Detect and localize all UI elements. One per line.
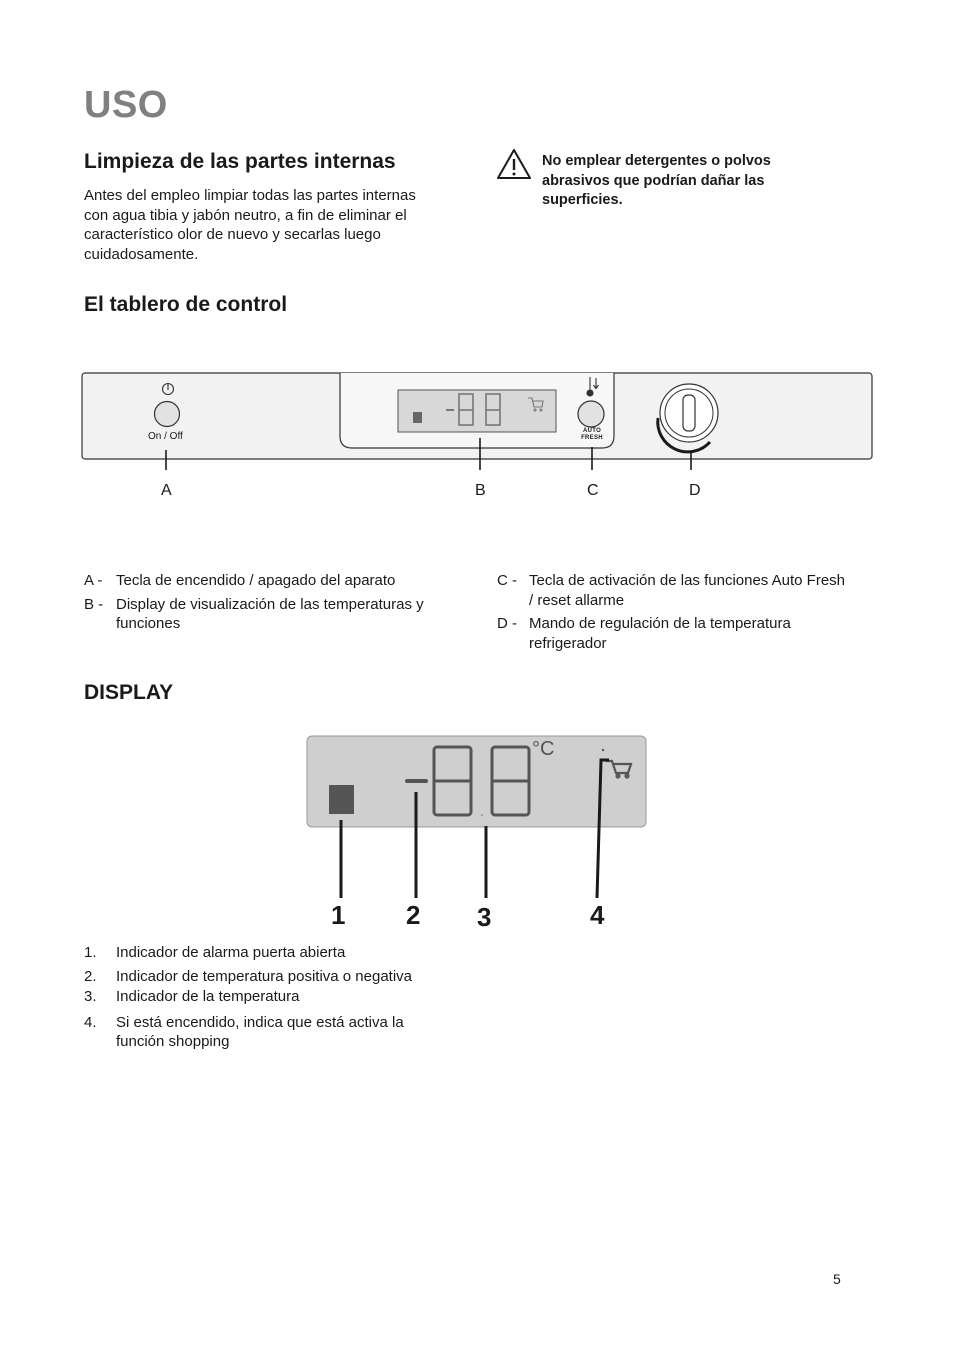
list-item-key: 2.	[84, 967, 97, 985]
list-item-text: Tecla de activación de las funciones Auto Fresh	[529, 572, 846, 589]
list-item-key: B -	[84, 595, 104, 613]
list-item-key: 3.	[84, 988, 97, 1005]
list-item-text: Indicador de la temperatura	[116, 988, 300, 1005]
callout-letter-b: B	[475, 482, 486, 499]
list-item-text: función shopping	[116, 1033, 230, 1050]
list-item-text: Indicador de alarma puerta abierta	[116, 944, 346, 961]
page-title: USO	[84, 84, 168, 126]
control-panel-heading: El tablero de control	[84, 293, 288, 316]
list-item	[84, 987, 464, 1007]
auto-fresh-label-line: FRESH	[581, 435, 603, 441]
list-item-text: funciones	[116, 615, 181, 632]
small-display	[398, 390, 556, 432]
auto-fresh-button	[578, 401, 604, 427]
auto-fresh-label	[577, 428, 607, 442]
list-item	[84, 595, 464, 634]
temperature-knob	[658, 384, 718, 452]
list-item-key: A -	[84, 572, 103, 589]
warning-triangle-icon	[496, 148, 532, 180]
list-item	[497, 614, 877, 653]
list-item	[84, 943, 464, 963]
callout-number-3: 3	[477, 902, 492, 932]
warning-line: superficies.	[542, 192, 623, 208]
cleaning-line: característico olor de nuevo y secarlas luego	[84, 226, 381, 243]
warning-line: abrasivos que podrían dañar las	[542, 172, 765, 189]
cleaning-paragraph	[84, 186, 464, 264]
control-panel-diagram	[80, 370, 876, 470]
list-item-text: Indicador de temperatura positiva o negativa	[116, 967, 413, 985]
list-item-key: 4.	[84, 1013, 97, 1031]
list-item	[84, 571, 464, 591]
display-screen	[307, 736, 646, 827]
callout-number-1: 1	[331, 900, 346, 930]
cleaning-heading: Limpieza de las partes internas	[84, 150, 396, 173]
list-item-key: D -	[497, 615, 517, 632]
list-item-key: C -	[497, 572, 517, 589]
callout-letter-d: D	[689, 482, 701, 499]
list-item-text: Tecla de encendido / apagado del aparato	[116, 572, 396, 589]
callout-letter-a: A	[161, 482, 172, 499]
list-item-text: refrigerador	[529, 634, 607, 652]
cleaning-line: con agua tibia y jabón neutro, a fin de eliminar el	[84, 206, 407, 224]
callout-letter-c: C	[587, 482, 599, 499]
page-number: 5	[833, 1271, 841, 1287]
display-legend	[84, 943, 464, 1052]
display-diagram	[305, 734, 649, 900]
display-heading: DISPLAY	[84, 681, 174, 704]
list-item	[497, 571, 877, 610]
list-item-text: Si está encendido, indica que está activa la	[116, 1013, 404, 1031]
auto-fresh-label-line: AUTO	[582, 428, 602, 434]
small-alarm-indicator	[413, 412, 422, 423]
warning-line: No emplear detergentes o polvos	[542, 153, 771, 169]
celsius-unit: °C	[532, 738, 555, 760]
control-legend-right	[497, 571, 877, 653]
list-item	[84, 967, 464, 987]
warning-text	[542, 152, 842, 211]
cleaning-line: cuidadosamente.	[84, 245, 199, 263]
door-alarm-indicator	[329, 785, 354, 814]
list-item-text: Display de visualización de las temperaturas y	[116, 595, 424, 613]
callout-number-4: 4	[590, 900, 605, 930]
list-item-text: Mando de regulación de la temperatura	[529, 615, 791, 632]
control-legend-left	[84, 571, 464, 634]
list-item-key: 1.	[84, 944, 97, 961]
onoff-label: On / Off	[148, 431, 183, 442]
callout-number-2: 2	[406, 900, 421, 930]
onoff-button	[155, 402, 180, 427]
list-item-text: / reset allarme	[529, 591, 625, 609]
cleaning-line: Antes del empleo limpiar todas las partes internas	[84, 187, 416, 204]
list-item	[84, 1013, 464, 1052]
